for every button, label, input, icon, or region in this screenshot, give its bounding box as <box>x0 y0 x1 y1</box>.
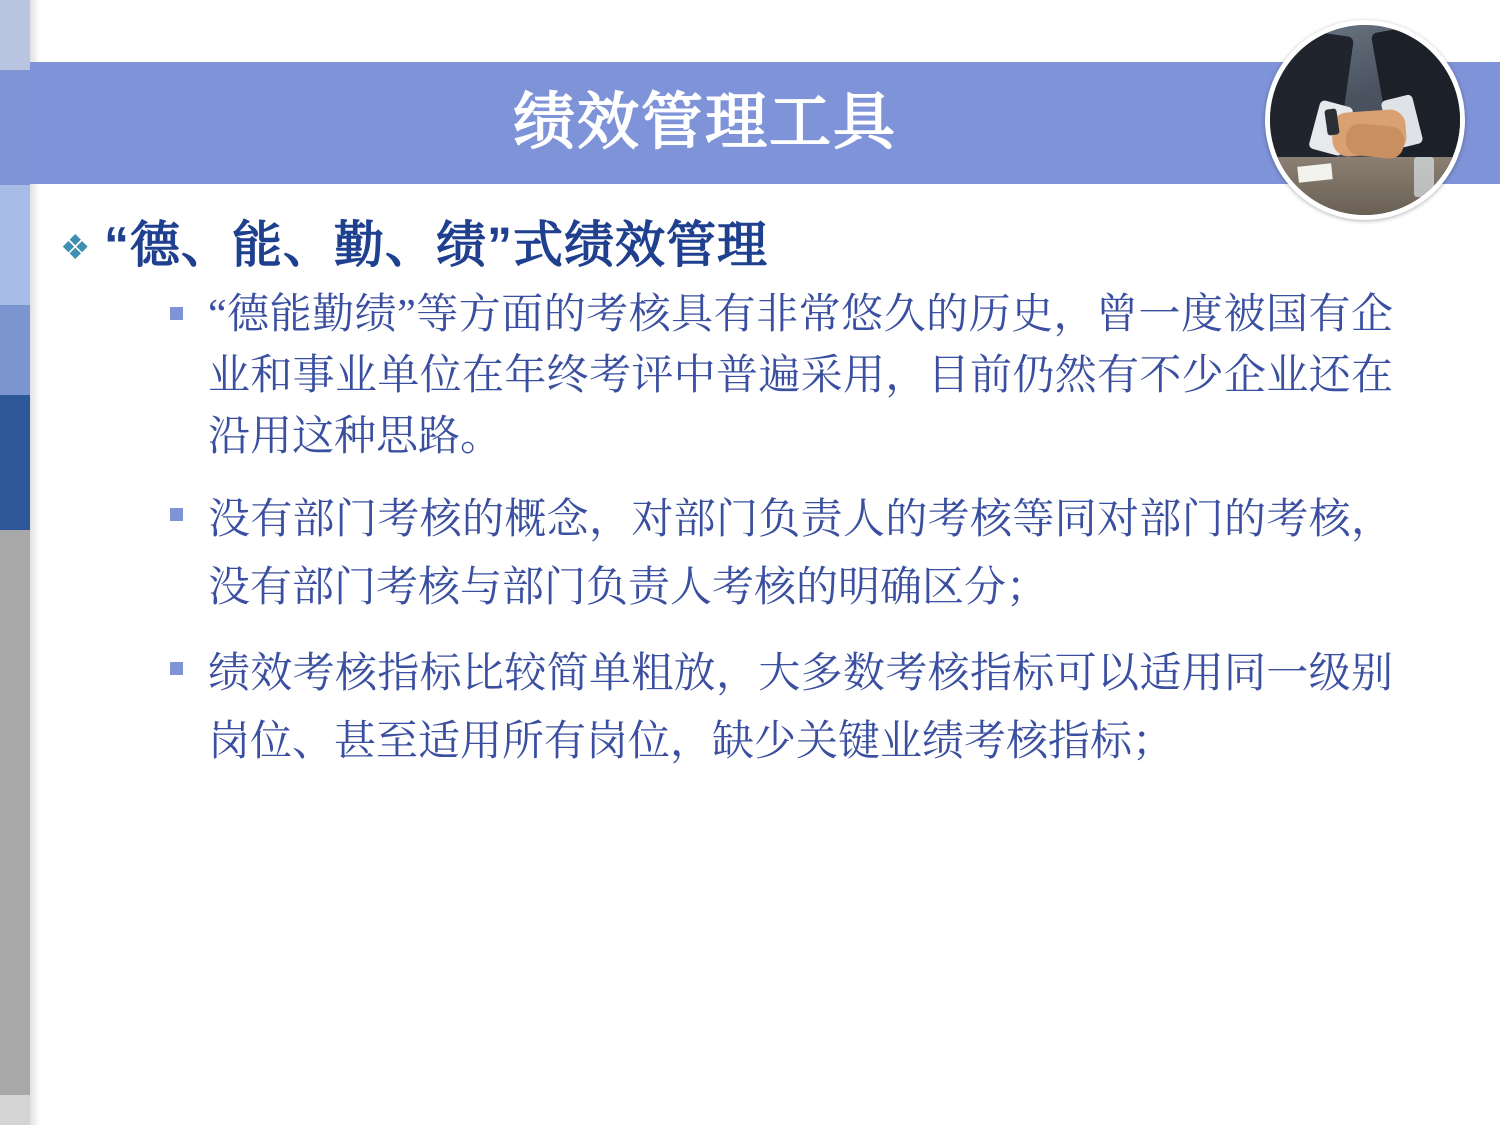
photo-glass <box>1414 157 1434 197</box>
bullet-level2-label: “德能勤绩”等方面的考核具有非常悠久的历史，曾一度被国有企业和事业单位在年终考评中普遍采用，目前仍然有不少企业还在沿用这种思路。 <box>208 292 1393 460</box>
bullet-level2-label: 没有部门考核的概念，对部门负责人的考核等同对部门的考核，没有部门考核与部门负责人考核的明确区分； <box>208 496 1393 611</box>
rail-segment-7 <box>0 1095 30 1125</box>
rail-segment-6 <box>0 530 30 1095</box>
bullet-level2-label: 绩效考核指标比较简单粗放，大多数考核指标可以适用同一级别岗位、甚至适用所有岗位，缺少关键业绩考核指标； <box>208 650 1393 765</box>
rail-segment-4 <box>0 305 30 395</box>
bullet-level2-item <box>60 285 1460 468</box>
rail-segment-2 <box>0 70 30 185</box>
square-bullet-icon <box>170 508 208 525</box>
square-bullet-icon <box>170 307 208 324</box>
diamond-bullet-icon: ❖ <box>60 229 91 267</box>
page-title: 绩效管理工具 <box>512 88 897 157</box>
rail-segment-5 <box>0 395 30 530</box>
bullet-level1-label: “德、能、勤、绩”式绩效管理 <box>104 217 768 273</box>
rail-segment-1 <box>0 0 30 70</box>
square-bullet-icon <box>170 662 208 679</box>
bullet-level1 <box>60 215 1460 275</box>
bullet-level2-item <box>60 640 1460 776</box>
slide-body <box>60 215 1460 794</box>
left-decorative-rail <box>0 0 30 1125</box>
bullet-level2-item <box>60 486 1460 622</box>
rail-segment-3 <box>0 185 30 305</box>
handshake-photo <box>1265 20 1465 220</box>
photo-hand-secondary <box>1344 122 1405 160</box>
